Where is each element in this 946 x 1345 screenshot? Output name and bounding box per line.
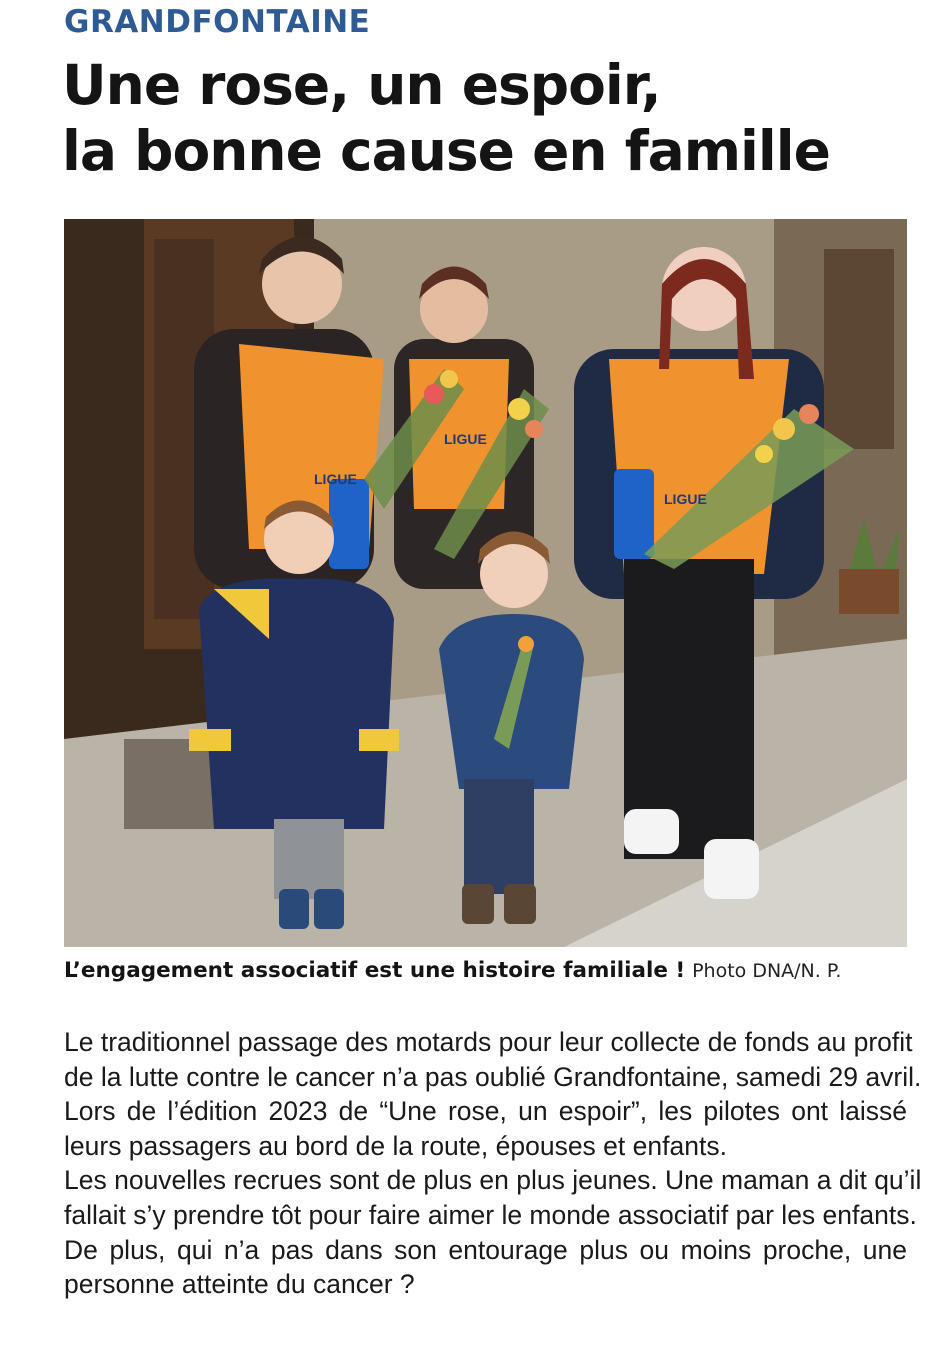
headline-line-2: la bonne cause en famille bbox=[62, 119, 830, 183]
body-line-4: leurs passagers au bord de la route, épouses et enfants. bbox=[64, 1130, 727, 1161]
body-line-6: fallait s’y prendre tôt pour faire aimer le monde associatif par les enfants. bbox=[64, 1199, 917, 1230]
body-line-5: Les nouvelles recrues sont de plus en plus jeunes. Une maman a dit qu’il bbox=[64, 1165, 922, 1196]
body-line-8: personne atteinte du cancer ? bbox=[64, 1269, 415, 1300]
vest-badge-middle: LIGUE bbox=[444, 431, 487, 447]
headline bbox=[62, 52, 830, 184]
section-kicker: GRANDFONTAINE bbox=[64, 4, 371, 40]
body-line-2: de la lutte contre le cancer n’a pas oublié Grandfontaine, samedi 29 avril. bbox=[64, 1061, 922, 1092]
photo-caption bbox=[64, 958, 907, 983]
photo-credit: Photo DNA/N. P. bbox=[692, 960, 842, 982]
vest-badge-right: LIGUE bbox=[664, 491, 707, 507]
body-line-1: Le traditionnel passage des motards pour leur collecte de fonds au profit bbox=[64, 1027, 913, 1057]
body-line-3: Lors de l’édition 2023 de “Une rose, un espoir”, les pilotes ont laissé bbox=[64, 1096, 907, 1127]
headline-line-1: Une rose, un espoir, bbox=[62, 53, 661, 117]
caption-text: L’engagement associatif est une histoire familiale ! bbox=[64, 958, 686, 983]
vest-badge-left: LIGUE bbox=[314, 471, 357, 487]
article-photo bbox=[64, 219, 907, 947]
article-body bbox=[64, 1025, 922, 1302]
body-line-7: De plus, qui n’a pas dans son entourage plus ou moins proche, une bbox=[64, 1234, 907, 1265]
